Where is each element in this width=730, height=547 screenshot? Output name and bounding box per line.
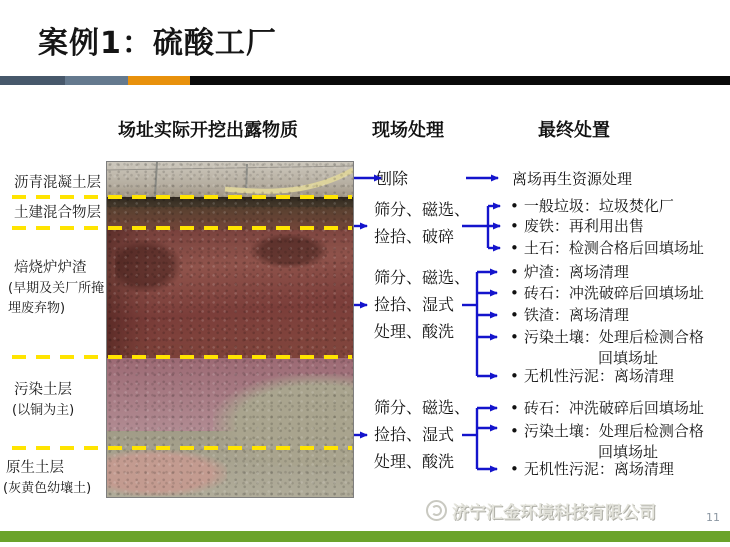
soil-note-native: (灰黄色幼壤土) xyxy=(3,481,92,496)
divider-segment-dark xyxy=(0,76,65,85)
bullet: • xyxy=(510,367,519,385)
bullet: • xyxy=(510,460,519,478)
disposal-item-soil-rock: • 土石：检测合格后回填场址 xyxy=(510,239,704,257)
divider-segment-slate xyxy=(65,76,128,85)
column-header-final: 最终处置 xyxy=(538,120,610,141)
disposal-item-furnace-slag: • 炉渣：离场清理 xyxy=(510,263,629,281)
bullet: • xyxy=(510,306,519,324)
bullet: • xyxy=(510,328,519,346)
disposal-item-contaminated-soil-1: • 污染土壤：处理后检测合格 回填场址 xyxy=(510,328,704,367)
bullet: • xyxy=(510,422,519,440)
soil-label-slag: 焙烧炉炉渣 xyxy=(14,260,87,276)
title-divider-bar xyxy=(0,76,730,85)
column-header-onsite: 现场处理 xyxy=(372,120,444,141)
soil-note-slag: (早期及关厂所掩埋废弃物) xyxy=(8,281,105,316)
disposal-item-line2: 回填场址 xyxy=(598,349,659,367)
soil-label-mixture: 土建混合物层 xyxy=(14,205,101,221)
soil-label-native: 原生土层 xyxy=(6,460,64,476)
footer-green-bar xyxy=(0,531,730,542)
page-title: 案例1：硫酸工厂 xyxy=(38,26,277,61)
soil-label-asphalt: 沥青混凝土层 xyxy=(14,175,101,191)
bullet: • xyxy=(510,197,519,215)
disposal-item-brick-1: • 砖石：冲洗破碎后回填场址 xyxy=(510,284,704,302)
divider-segment-orange xyxy=(128,76,190,85)
layer-boundary-dash-3 xyxy=(12,355,352,359)
layer-boundary-dash-2 xyxy=(12,226,352,230)
disposal-item-scrap-iron: • 废铁：再利用出售 xyxy=(510,217,644,235)
treatment-wet-acid-1: 筛分、磁选、 捡拾、湿式 处理、酸洗 xyxy=(374,268,471,341)
disposal-item-sludge-1: • 无机性污泥：离场清理 xyxy=(510,367,674,385)
disposal-item-line2: 回填场址 xyxy=(598,443,659,461)
bullet: • xyxy=(510,263,519,281)
disposal-item-iron-slag: • 铁渣：离场清理 xyxy=(510,306,629,324)
bullet: • xyxy=(510,217,519,235)
company-watermark: 济宁汇金环境科技有限公司 xyxy=(452,503,656,523)
column-header-excavated: 场址实际开挖出露物质 xyxy=(118,120,298,141)
layer-boundary-dash-4 xyxy=(12,446,352,450)
bullet: • xyxy=(510,239,519,257)
disposal-item-brick-2: • 砖石：冲洗破碎后回填场址 xyxy=(510,399,704,417)
bullet: • xyxy=(510,399,519,417)
soil-label-contaminated: 污染土层 xyxy=(14,382,72,398)
disposal-offsite-recycle: 离场再生资源处理 xyxy=(512,170,633,188)
company-logo-icon xyxy=(426,500,447,521)
soil-note-contaminated: (以铜为主) xyxy=(12,403,75,418)
disposal-item-sludge-2: • 无机性污泥：离场清理 xyxy=(510,460,674,478)
treatment-remove: 刨除 xyxy=(376,169,409,188)
layer-boundary-dash-1 xyxy=(12,195,352,199)
treatment-wet-acid-2: 筛分、磁选、 捡拾、湿式 处理、酸洗 xyxy=(374,398,471,471)
disposal-item-general-waste: • 一般垃圾：垃圾焚化厂 xyxy=(510,197,674,215)
divider-segment-black xyxy=(190,76,730,85)
treatment-screen-crush: 筛分、磁选、 捡拾、破碎 xyxy=(374,200,471,246)
bullet: • xyxy=(510,284,519,302)
disposal-item-contaminated-soil-2: • 污染土壤：处理后检测合格 回填场址 xyxy=(510,422,704,461)
page-number: 11 xyxy=(706,511,720,524)
